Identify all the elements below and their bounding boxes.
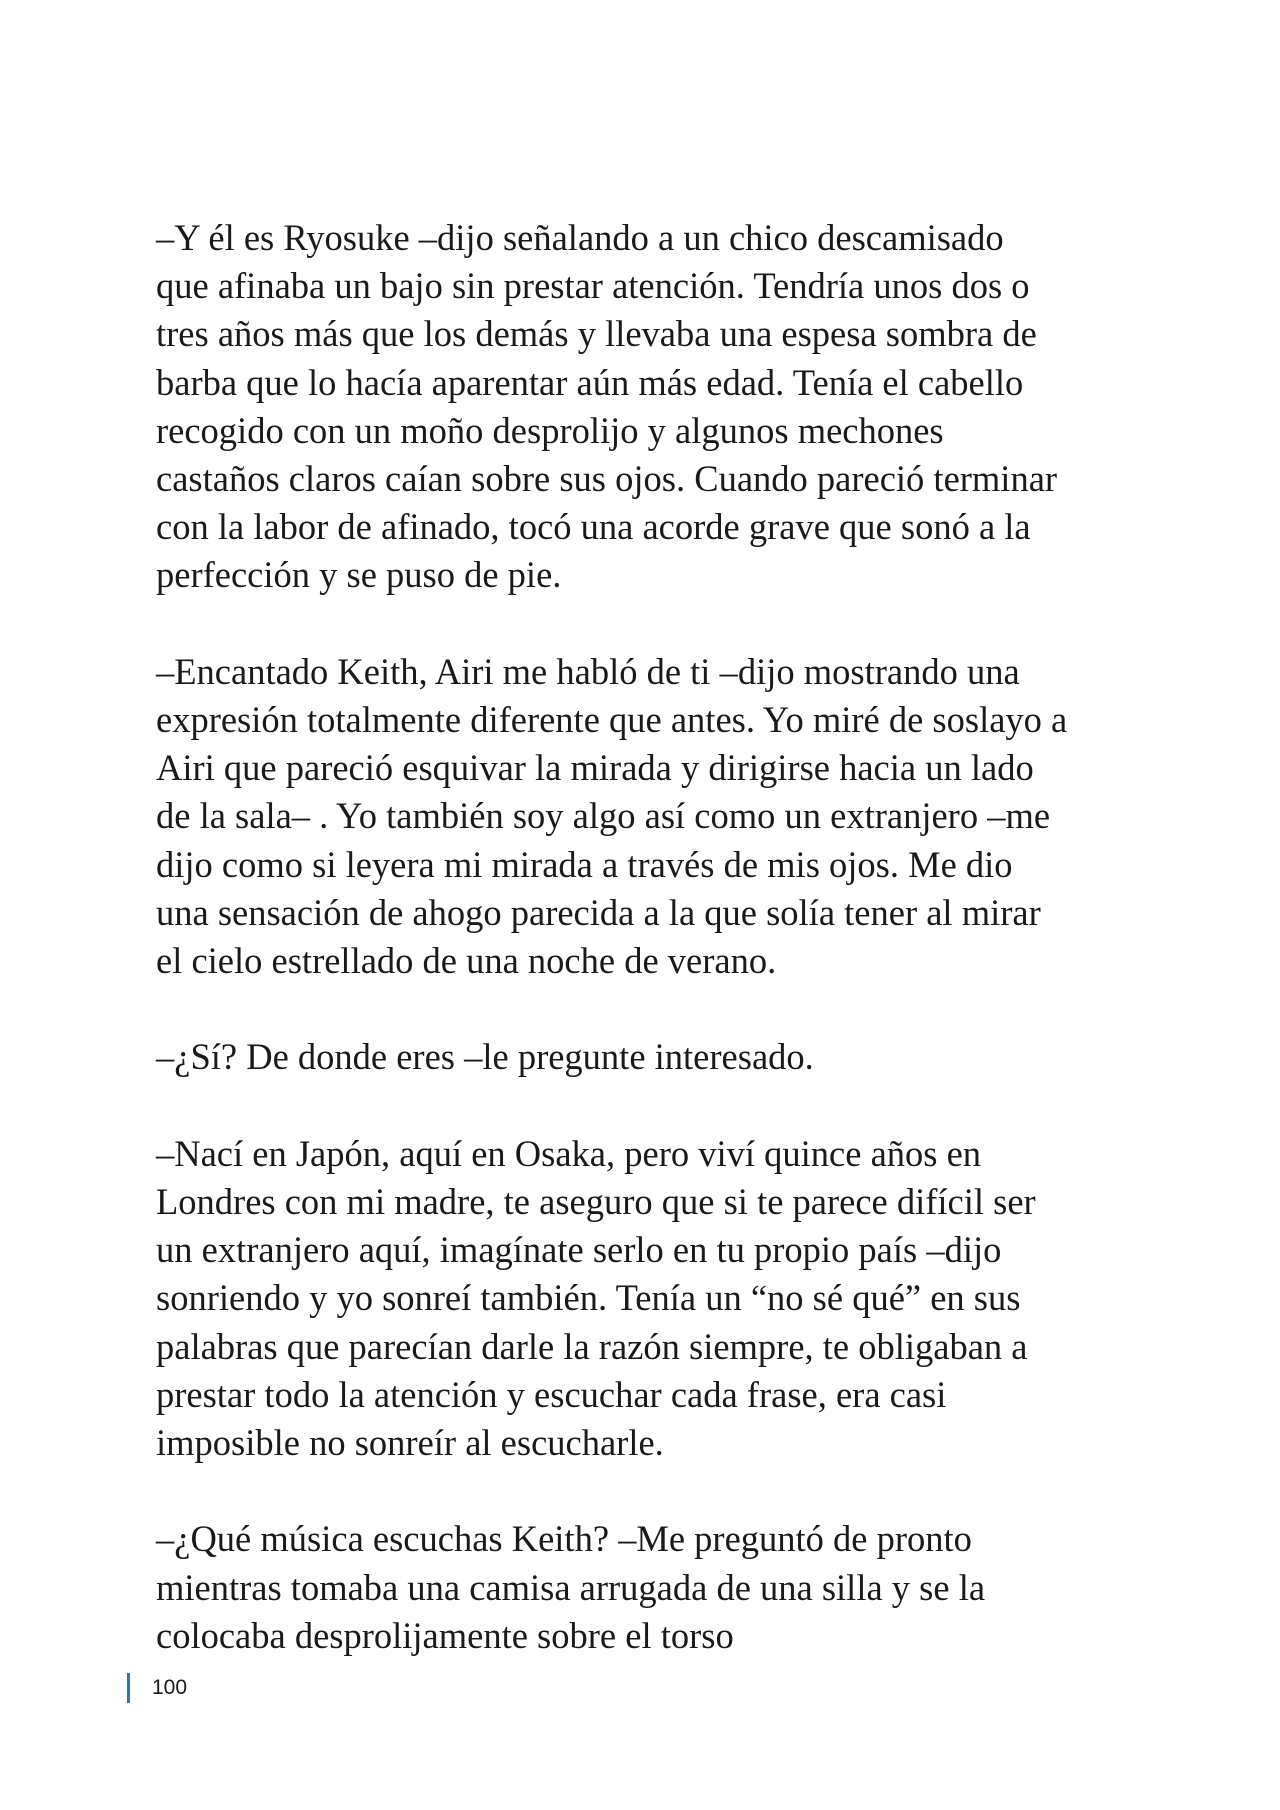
text-line: prestar todo la atención y escuchar cada frase, era casi: [156, 1373, 947, 1415]
page-number: 100: [152, 1676, 188, 1699]
text-line: un extranjero aquí, imagínate serlo en tu propio país –dijo: [156, 1229, 1002, 1271]
text-line: colocaba desprolijamente sobre el torso: [156, 1614, 734, 1656]
paragraph: [156, 1515, 1156, 1660]
text-line: –¿Sí? De donde eres –le pregunte interesado.: [156, 1036, 814, 1078]
text-line: castaños claros caían sobre sus ojos. Cuando pareció terminar: [156, 458, 1058, 500]
text-line: dijo como si leyera mi mirada a través de mis ojos. Me dio: [156, 843, 1013, 885]
text-line: de la sala– . Yo también soy algo así como un extranjero –me: [156, 795, 1051, 837]
text-line: expresión totalmente diferente que antes. Yo miré de soslayo a: [156, 699, 1068, 741]
text-line: –Encantado Keith, Airi me habló de ti –dijo mostrando una: [156, 650, 1020, 692]
text-line: perfección y se puso de pie.: [156, 554, 562, 596]
footer-accent-bar: [127, 1673, 130, 1703]
text-line: Londres con mi madre, te aseguro que si te parece difícil ser: [156, 1181, 1036, 1223]
text-line: que afinaba un bajo sin prestar atención. Tendría unos dos o: [156, 265, 1030, 307]
text-line: Airi que pareció esquivar la mirada y dirigirse hacia un lado: [156, 747, 1034, 789]
text-line: mientras tomaba una camisa arrugada de una silla y se la: [156, 1566, 986, 1608]
text-line: tres años más que los demás y llevaba una espesa sombra de: [156, 313, 1037, 355]
text-line: –Nací en Japón, aquí en Osaka, pero viví quince años en: [156, 1132, 982, 1174]
text-line: barba que lo hacía aparentar aún más edad. Tenía el cabello: [156, 361, 1024, 403]
text-line: sonriendo y yo sonreí también. Tenía un “no sé qué” en sus: [156, 1277, 1021, 1319]
text-line: palabras que parecían darle la razón siempre, te obligaban a: [156, 1325, 1028, 1367]
paragraph: [156, 648, 1156, 985]
page-footer: [127, 1672, 187, 1704]
paragraph: [156, 1033, 1156, 1081]
text-line: imposible no sonreír al escucharle.: [156, 1422, 664, 1464]
text-line: –Y él es Ryosuke –dijo señalando a un chico descamisado: [156, 217, 1004, 258]
text-line: una sensación de ahogo parecida a la que solía tener al mirar: [156, 891, 1041, 933]
text-line: –¿Qué música escuchas Keith? –Me preguntó de pronto: [156, 1518, 972, 1560]
body-text: [156, 214, 1156, 1660]
text-line: con la labor de afinado, tocó una acorde grave que sonó a la: [156, 506, 1031, 548]
text-line: el cielo estrellado de una noche de verano.: [156, 940, 777, 982]
paragraph: [156, 214, 1156, 600]
text-line: recogido con un moño desprolijo y algunos mechones: [156, 409, 944, 451]
paragraph: [156, 1130, 1156, 1467]
